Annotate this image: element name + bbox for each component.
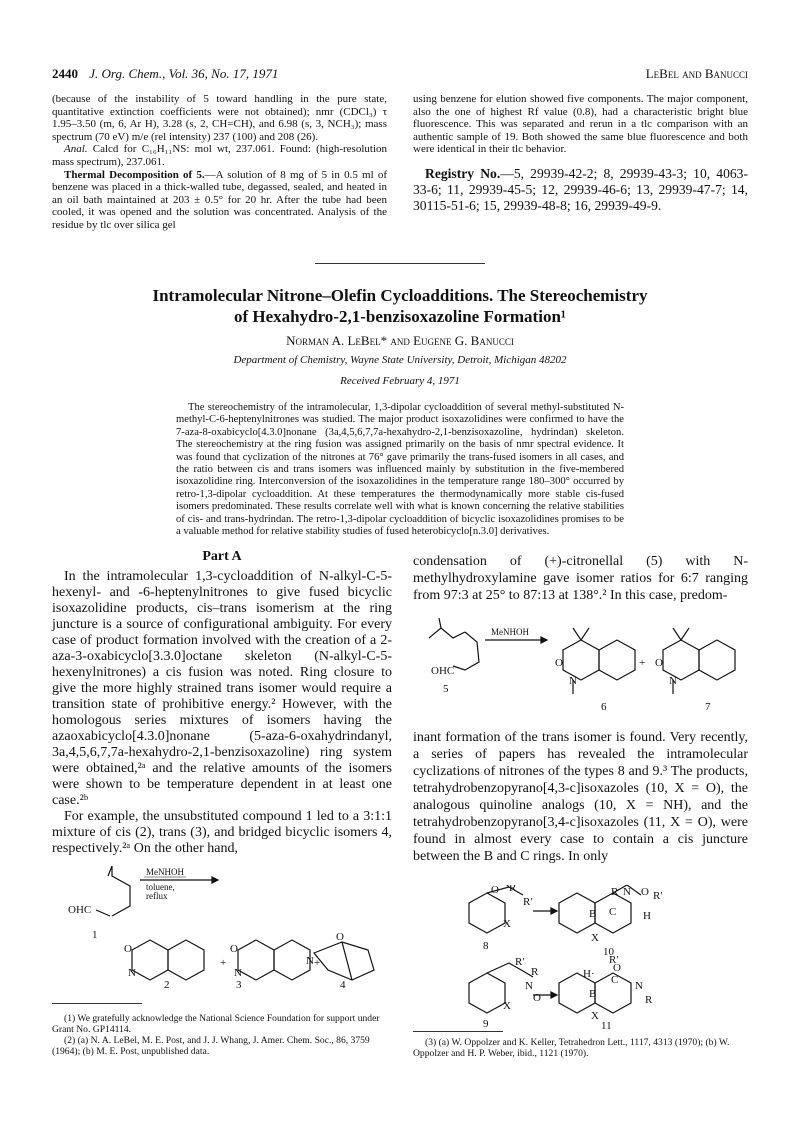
compound-2-label: 2 [164, 979, 170, 990]
atom-h-10: H [643, 910, 651, 922]
atom-r-8: R [509, 885, 517, 894]
atom-o-8: O [491, 885, 499, 896]
affiliation: Department of Chemistry, Wayne State University, Detroit, Michigan 48202 [233, 354, 567, 366]
left-column-text [52, 569, 392, 857]
page-header-left [52, 66, 278, 82]
right-column-text-2: inant formation of the trans isomer is found. Very recently, a series of papers has revealed the intramolecular cyclizations of nitrones of the types 8 and 9.³ The products, tetrahydrobenzopyrano[4,3-c]isoxazoles (10, X = O), the analogous quinoline analogs (10, X = NH), and the tetrahydrobenzopyrano[3,4-c]isoxazoles (11, X = O), were found in almost every case to contain a cis juncture between the B and C rings. In only [413, 730, 748, 864]
atom-r-9: R [531, 966, 539, 978]
compound-5-label: 5 [443, 683, 449, 695]
thermal-text: —A solution of 8 mg of 5 in 0.5 ml of benzene was placed in a thick-walled tube, degassed, sealed, and heated in an oil bath maintained at 203 ± 0.5° for 20 hr. After the tube had been cooled, it was opened and the solution was concentrated. Analysis of the residue by tlc over silica gel [52, 168, 388, 231]
page-number: 2440 [52, 66, 78, 81]
received-date: Received February 4, 1971 [340, 375, 460, 387]
atom-o-10: O [641, 886, 649, 898]
atom-rp-9: R′ [515, 956, 525, 968]
atom-n-6: N [569, 675, 577, 687]
reagent-label-2: MeNHOH [491, 627, 529, 637]
compound-6-label: 6 [601, 701, 607, 713]
plus-sign-2: + [314, 957, 321, 969]
example-paragraph: For example, the unsubstituted compound 1 led to a 3:1:1 mixture of cis (2), trans (3), and bridged bicyclic isomers 4, respectively.²ᵃ On the other hand, [52, 809, 392, 856]
scheme-1 [52, 858, 397, 990]
atom-rp-10: R′ [653, 890, 663, 902]
atom-n-9: N [525, 980, 533, 992]
section-heading: Part A [202, 549, 242, 564]
registry-paragraph [413, 166, 748, 214]
abstract: The stereochemistry of the intramolecular, 1,3-dipolar cycloaddition of several methyl-substituted N-methyl-C-6-heptenylnitrones was studied. The major product isoxazolidines were confirmed to have the 7-aza-8-oxabicyclo[4.3.0]nonane (3a,4,5,6,7,7a-hexahydro-2,1-benzisoxazoline, hydrindan) skeleton. The stereochemistry at the ring fusion was assigned primarily on the basis of nmr spectral evidence. It was found that cyclization of the nitrones at 76° gave primarily the trans-fused isomers in all cases, and the ratio between cis and trans isomers was influenced mainly by substitution in the five-membered isoxazolidine ring. Interconversion of the isoxazolidines in the temperature range 180–300° occurred by retro-1,3-dipolar cycloaddition. At these temperatures the thermodynamically more stable cis-fused isomers predominated. These results correlate well with what is known concerning the relative stabilities of cis- and trans-hydrindan. The retro-1,3-dipolar cycloaddition of bicyclic isoxazolidines promises to be a valuable method for relative stability studies of fused heterobicyclo[n.3.0] derivatives. [176, 402, 624, 538]
atom-o-2: O [124, 943, 132, 955]
ohc-label-5: OHC [431, 665, 455, 677]
atom-rp-11: R′ [609, 954, 619, 966]
atom-x-11: X [591, 1010, 599, 1022]
atom-x-9: X [503, 1000, 511, 1012]
atom-n-3: N [234, 967, 242, 979]
atom-o-11: O [613, 962, 621, 974]
plus-sign-1: + [220, 957, 227, 969]
article-authors: Norman A. LeBel* and Eugene G. Banucci [286, 333, 514, 348]
atom-o-6: O [555, 657, 563, 669]
compound-11-label: 11 [601, 1020, 612, 1030]
atom-o-3: O [230, 943, 238, 955]
running-authors: LeBel and Banucci [645, 66, 748, 81]
compound-9-label: 9 [483, 1018, 489, 1030]
atom-o-4: O [336, 931, 344, 943]
atom-x-8: X [503, 918, 511, 930]
atom-r-10: R [611, 886, 619, 898]
atom-r-11: R [645, 994, 653, 1006]
experimental-paragraph: (because of the instability of 5 toward handling in the pure state, quantitative extinction coefficients were not obtained); nmr (CDCl₃) τ 1.95–3.50 (m, 6, Ar H), 3.28 (s, 2, CH=CH), and 6.98 (s, 3, NCH₃); mass spectrum (70 eV) m/e (rel intensity) 237 (100) and 208 (26). [52, 93, 387, 143]
compound-8-label: 8 [483, 940, 489, 952]
tlc-paragraph: using benzene for elution showed five components. The major component, also the one of highest Rf value (0.8), had a characteristic bright blue fluorescence. This was separated and rerun in a tlc comparison with an authentic sample of 19. Both showed the same blue fluorescence and both were identical in their tlc behavior. [413, 93, 748, 156]
atom-n-4: N [306, 955, 314, 967]
footnotes-left [52, 1013, 397, 1057]
thermal-label: Thermal Decomposition of 5. [64, 168, 205, 181]
atom-rp-8: R′ [523, 896, 533, 908]
atom-n-2: N [128, 967, 136, 979]
analysis-paragraph [52, 143, 387, 168]
ring-c-10: C [609, 906, 617, 918]
atom-n-10: N [623, 886, 631, 898]
scheme-2 [413, 610, 753, 720]
footnote-2: (2) (a) N. A. LeBel, M. E. Post, and J. J. Whang, J. Amer. Chem. Soc., 86, 3759 (1964); (b) M. E. Post, unpublished data. [52, 1035, 370, 1057]
top-left-column [52, 93, 387, 232]
atom-h-11: H· [583, 968, 595, 980]
atom-o-7: O [655, 657, 663, 669]
footnote-1: (1) We gratefully acknowledge the National Science Foundation for support under Grant No. GP14114. [52, 1013, 380, 1035]
thermal-paragraph [52, 169, 387, 232]
ring-b-10: B [589, 908, 597, 920]
registry-text: —5, 29939-42-2; 8, 29939-43-3; 10, 4063-33-6; 11, 29939-45-5; 12, 29939-46-6; 13, 29939-47-7; 14, 30115-51-6; 15, 29939-48-8; 16, 29939-49-9. [413, 165, 748, 213]
compound-4-label: 4 [340, 979, 346, 990]
ring-c-11: C [611, 974, 619, 986]
footnote-3: (3) (a) W. Oppolzer and K. Keller, Tetrahedron Lett., 1117, 4313 (1970); (b) W. Oppolzer and H. P. Weber, ibid., 1121 (1970). [413, 1037, 730, 1059]
journal-citation: J. Org. Chem., Vol. 36, No. 17, 1971 [89, 66, 279, 81]
footnote-divider-right [413, 1031, 503, 1032]
anal-label: Anal. [64, 143, 88, 156]
plus-sign-3: + [639, 657, 646, 669]
registry-label: Registry No. [425, 165, 501, 181]
section-divider [315, 263, 485, 264]
top-right-column [413, 93, 748, 214]
atom-o-9: O [533, 992, 541, 1004]
compound-3-label: 3 [236, 979, 242, 990]
ring-b-11: B [589, 988, 597, 1000]
article-title-line1: Intramolecular Nitrone–Olefin Cycloadditions. The Stereochemistry [152, 286, 648, 305]
atom-n-11: N [635, 980, 643, 992]
footnote-divider [52, 1003, 142, 1004]
condition-1: toluene, [146, 882, 175, 892]
atom-x-10: X [591, 932, 599, 944]
ohc-label: OHC [68, 904, 92, 916]
intro-paragraph: In the intramolecular 1,3-cycloaddition of N-alkyl-C-5-hexenyl- and -6-heptenylnitrones to give fused bicyclic isoxazolidine products, cis–trans isomerism at the ring juncture is a source of configurational ambiguity. For every case of product formation involved with the creation of a 2-aza-3-oxabicyclo[3.3.0]octane skeleton (N-alkyl-C-5-hexenylnitrones) a cis fusion was noted. Ring closure to give the more highly strained trans isomer would require a transition state of prohibitive energy.² However, with the homologous series mixtures of isomers having the azaoxabicyclo[4.3.0]nonane (5-aza-6-oxahydrindanyl, 3a,4,5,6,7,7a-hexahydro-2,1-benzisoxazoline) ring system were obtained,²ᵃ and the relative amounts of the isomers were shown to be temperature dependent in at least one case.²ᵇ [52, 569, 392, 808]
compound-7-label: 7 [705, 701, 711, 713]
atom-n-7: N [669, 675, 677, 687]
scheme-3 [413, 885, 753, 1030]
compound-1-label: 1 [92, 929, 98, 941]
anal-text: Calcd for C₁₆H₁₁NS: mol wt, 237.061. Found: (high-resolution mass spectrum), 237.061. [52, 143, 387, 168]
right-column-text-1: condensation of (+)-citronellal (5) with N-methylhydroxylamine gave isomer ratios for 6:7 ranging from 97:3 at 25° to 87:13 at 138°.² In this case, predom- [413, 554, 748, 603]
compound-10-label: 10 [603, 946, 614, 958]
reagent-label: MeNHOH [146, 867, 184, 877]
article-title-line2: of Hexahydro-2,1-benzisoxazoline Formation¹ [233, 307, 566, 326]
condition-2: reflux [146, 891, 168, 901]
